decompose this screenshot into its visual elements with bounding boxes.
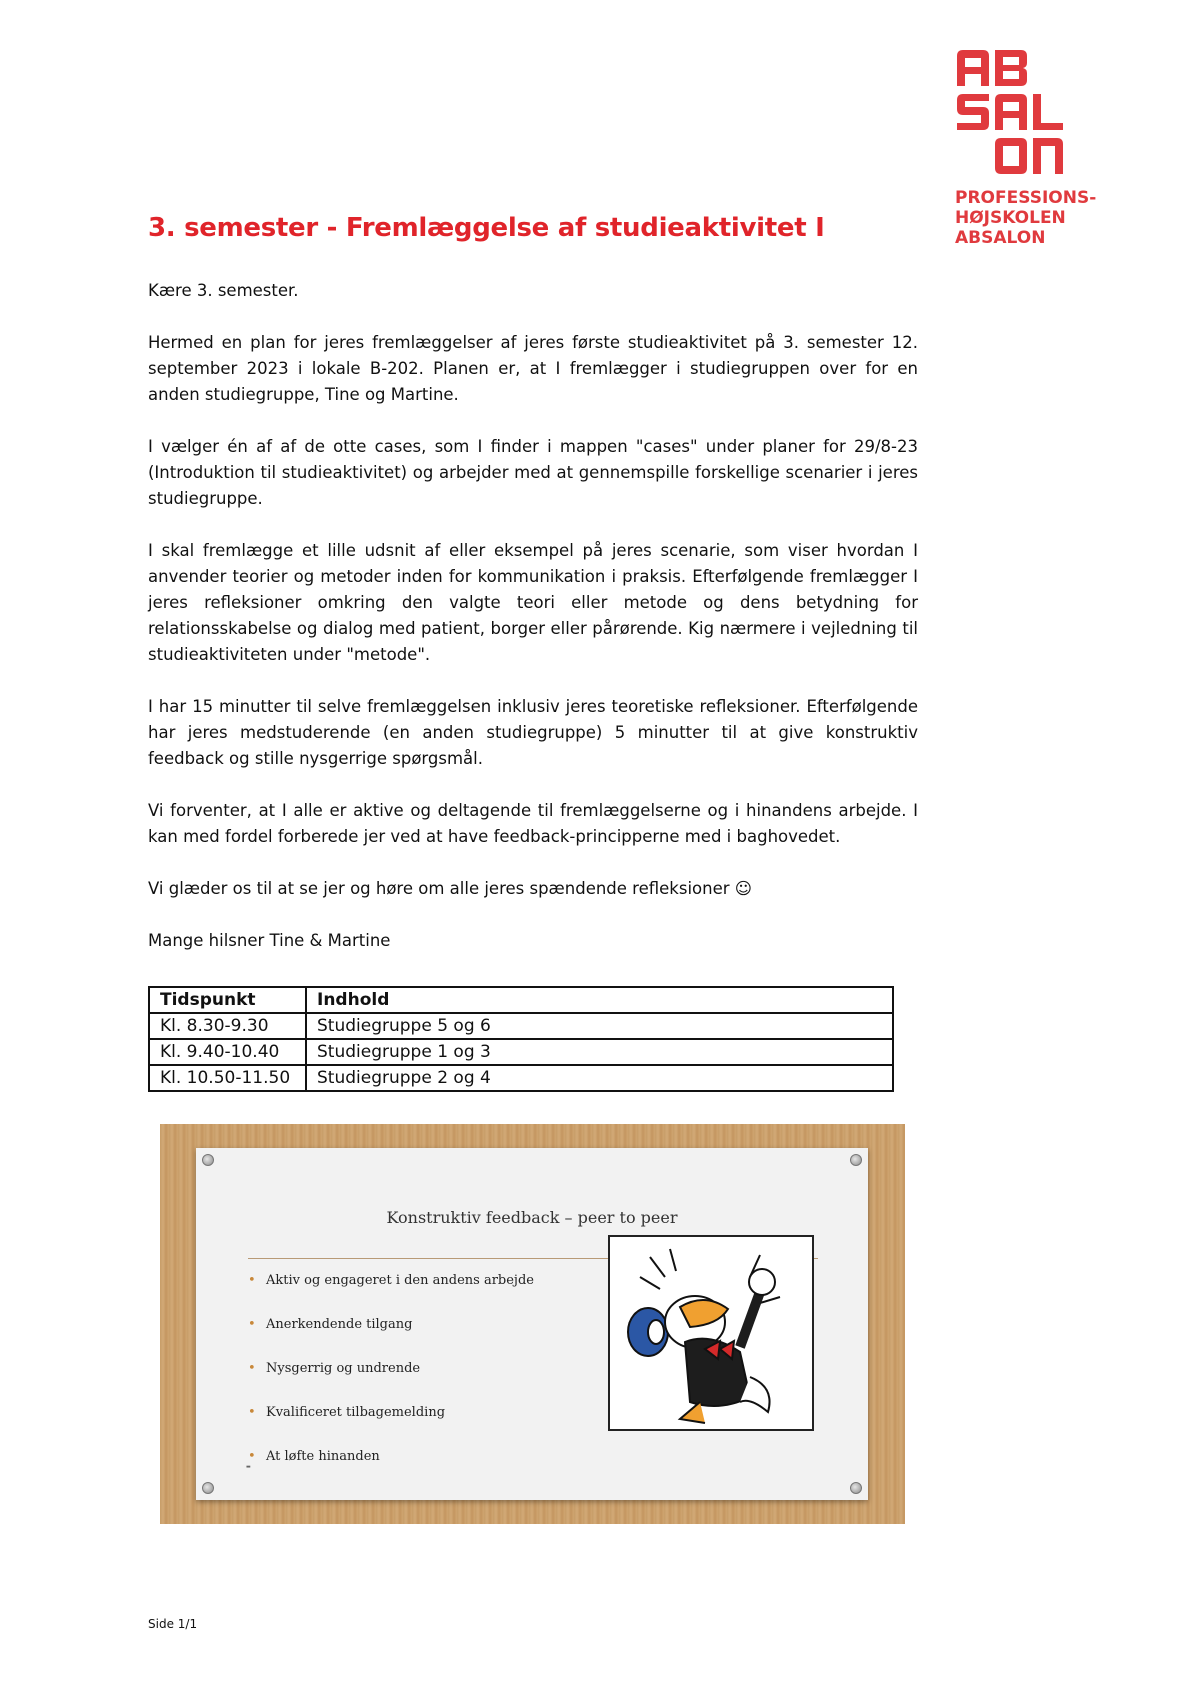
slide-title: Konstruktiv feedback – peer to peer: [386, 1208, 678, 1227]
list-item: • Anerkendende tilgang: [248, 1317, 534, 1361]
absalon-logo-mark: [955, 48, 1080, 174]
paragraph-closing: Vi glæder os til at se jer og høre om alle jeres spændende refleksioner ☺: [148, 879, 752, 898]
pin-icon: [202, 1482, 214, 1494]
pin-icon: [850, 1482, 862, 1494]
list-item: • Aktiv og engageret i den andens arbejde: [248, 1273, 534, 1317]
cell-time: Kl. 9.40-10.40: [149, 1039, 306, 1065]
logo-line-1: PROFESSIONS-: [955, 188, 1097, 208]
list-item: • Kvalificeret tilbagemelding: [248, 1405, 534, 1449]
header-time: Tidspunkt: [149, 987, 306, 1013]
logo-wordmark: [955, 188, 1115, 248]
paragraph-expectations: Vi forventer, at I alle er aktive og deltagende til fremlæggelserne og i hinandens arbejde. I kan med fordel forberede jer ved at have feedback-principperne med i baghovedet.: [148, 801, 918, 846]
table-row: [149, 1013, 893, 1039]
paragraph-time: I har 15 minutter til selve fremlæggelsen inklusiv jeres teoretiske refleksioner. Efterfølgende har jeres medstuderende (en anden studiegruppe) 5 minutter til at give konstruktiv feedback og stille nysgerrige spørgsmål.: [148, 697, 918, 768]
cell-content: Studiegruppe 2 og 4: [306, 1065, 893, 1091]
slide-image: [160, 1124, 905, 1524]
paragraph-cases: I vælger én af af de otte cases, som I finder i mappen "cases" under planer for 29/8-23 (Introduktion til studieaktivitet) og arbejder med at gennemspille forskellige scenarier i jeres studiegruppe.: [148, 437, 918, 508]
pin-icon: [202, 1154, 214, 1166]
angry-duck-cartoon: [608, 1235, 814, 1431]
list-item: • Nysgerrig og undrende: [248, 1361, 534, 1405]
header-content: Indhold: [306, 987, 893, 1013]
pin-icon: [850, 1154, 862, 1166]
table-row: [149, 1065, 893, 1091]
paragraph-plan: Hermed en plan for jeres fremlæggelser af jeres første studieaktivitet på 3. semester 12. september 2023 i lokale B-202. Planen er, at I fremlægger i studiegruppen over for en anden studiegruppe, Tine og Martine.: [148, 333, 918, 404]
page-number: Side 1/1: [148, 1617, 198, 1631]
cell-time: Kl. 8.30-9.30: [149, 1013, 306, 1039]
paragraph-presentation: I skal fremlægge et lille udsnit af eller eksempel på jeres scenarie, som viser hvordan I anvender teorier og metoder inden for kommunikation i praksis. Efterfølgende fremlægger I jeres refleksioner omkring den valgte teori eller metode og dens betydning for relationsskabelse og dialog med patient, borger eller pårørende. Kig nærmere i vejledning til studieaktiviteten under "metode".: [148, 541, 918, 664]
cell-content: Studiegruppe 1 og 3: [306, 1039, 893, 1065]
list-item: • At løfte hinanden: [248, 1449, 534, 1493]
logo-line-3: ABSALON: [955, 228, 1046, 248]
greeting: Kære 3. semester.: [148, 281, 299, 300]
slide-footer-mark: ▬: [246, 1464, 251, 1470]
cell-content: Studiegruppe 5 og 6: [306, 1013, 893, 1039]
signature: Mange hilsner Tine & Martine: [148, 931, 391, 950]
cartoon-illustration: [610, 1237, 812, 1429]
logo-line-2: HØJSKOLEN: [955, 208, 1066, 228]
slide-bullets: [248, 1273, 534, 1493]
page-title: 3. semester - Fremlæggelse af studieaktivitet I: [148, 213, 825, 243]
absalon-logo: [955, 48, 1115, 248]
cell-time: Kl. 10.50-11.50: [149, 1065, 306, 1091]
slide-card: [196, 1148, 868, 1500]
table-header-row: [149, 987, 893, 1013]
letter-body: [148, 278, 918, 980]
table-row: [149, 1039, 893, 1065]
schedule-table: [148, 986, 894, 1092]
